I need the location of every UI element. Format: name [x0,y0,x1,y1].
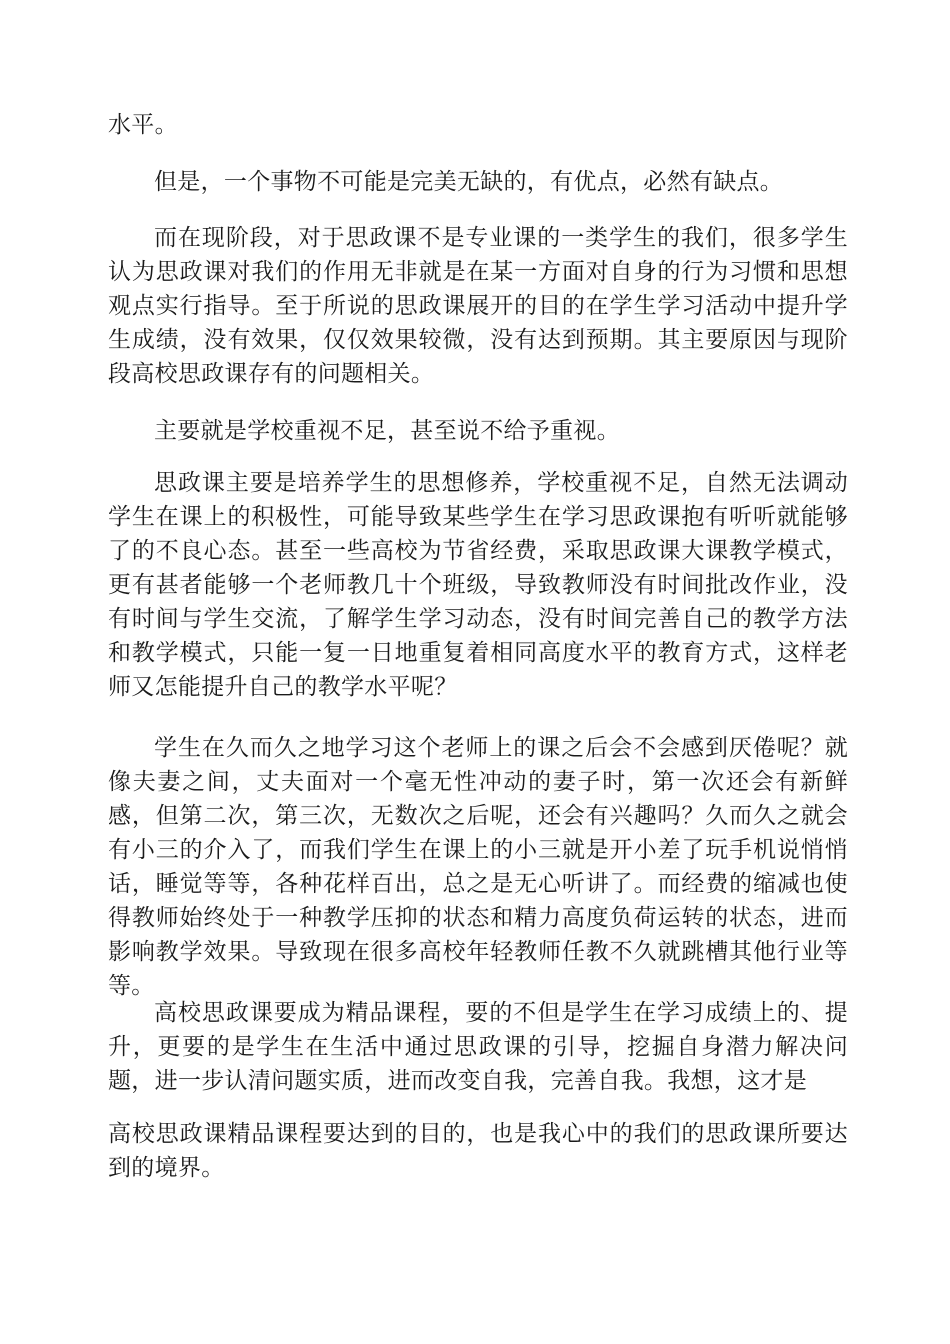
paragraph-6: 高校思政课要成为精品课程，要的不但是学生在学习成绩上的、提升，更要的是学生在生活中通过思政课的引导，挖掘自身潜力解决问题，进一步认清问题实质，进而改变自我，完善自我。我想，这才是 [108,1000,848,1094]
paragraph-7: 高校思政课精品课程要达到的目的，也是我心中的我们的思政课所要达到的境界。 [108,1121,848,1181]
paragraph-1: 但是，一个事物不可能是完美无缺的，有优点，必然有缺点。 [154,169,784,195]
paragraph-2: 而在现阶段，对于思政课不是专业课的一类学生的我们，很多学生认为思政课对我们的作用无非就是在某一方面对自身的行为习惯和思想观点实行指导。至于所说的思政课展开的目的在学生学习活动中提升学生成绩，没有效果，仅仅效果较微，没有达到预期。其主要原因与现阶段高校思政课存有的问题相关。 [108,225,848,387]
paragraph-continuation: 水平。 [108,112,178,138]
paragraph-5: 学生在久而久之地学习这个老师上的课之后会不会感到厌倦呢？就像夫妻之间，丈夫面对一个毫无性冲动的妻子时，第一次还会有新鲜感，但第二次，第三次，无数次之后呢，还会有兴趣吗？久而久之就会有小三的介入了，而我们学生在课上的小三就是开小差了玩手机说悄悄话，睡觉等等，各种花样百出，总之是无心听讲了。而经费的缩减也使得教师始终处于一种教学压抑的状态和精力高度负荷运转的状态，进而影响教学效果。导致现在很多高校年轻教师任教不久就跳槽其他行业等等。 [108,735,848,999]
paragraph-3: 主要就是学校重视不足，甚至说不给予重视。 [154,418,620,444]
paragraph-4: 思政课主要是培养学生的思想修养，学校重视不足，自然无法调动学生在课上的积极性，可能导致某些学生在学习思政课抱有听听就能够了的不良心态。甚至一些高校为节省经费，采取思政课大课教学模式，更有甚者能够一个老师教几十个班级，导致教师没有时间批改作业，没有时间与学生交流，了解学生学习动态，没有时间完善自己的教学方法和教学模式，只能一复一日地重复着相同高度水平的教育方式，这样老师又怎能提升自己的教学水平呢？ [108,470,848,700]
